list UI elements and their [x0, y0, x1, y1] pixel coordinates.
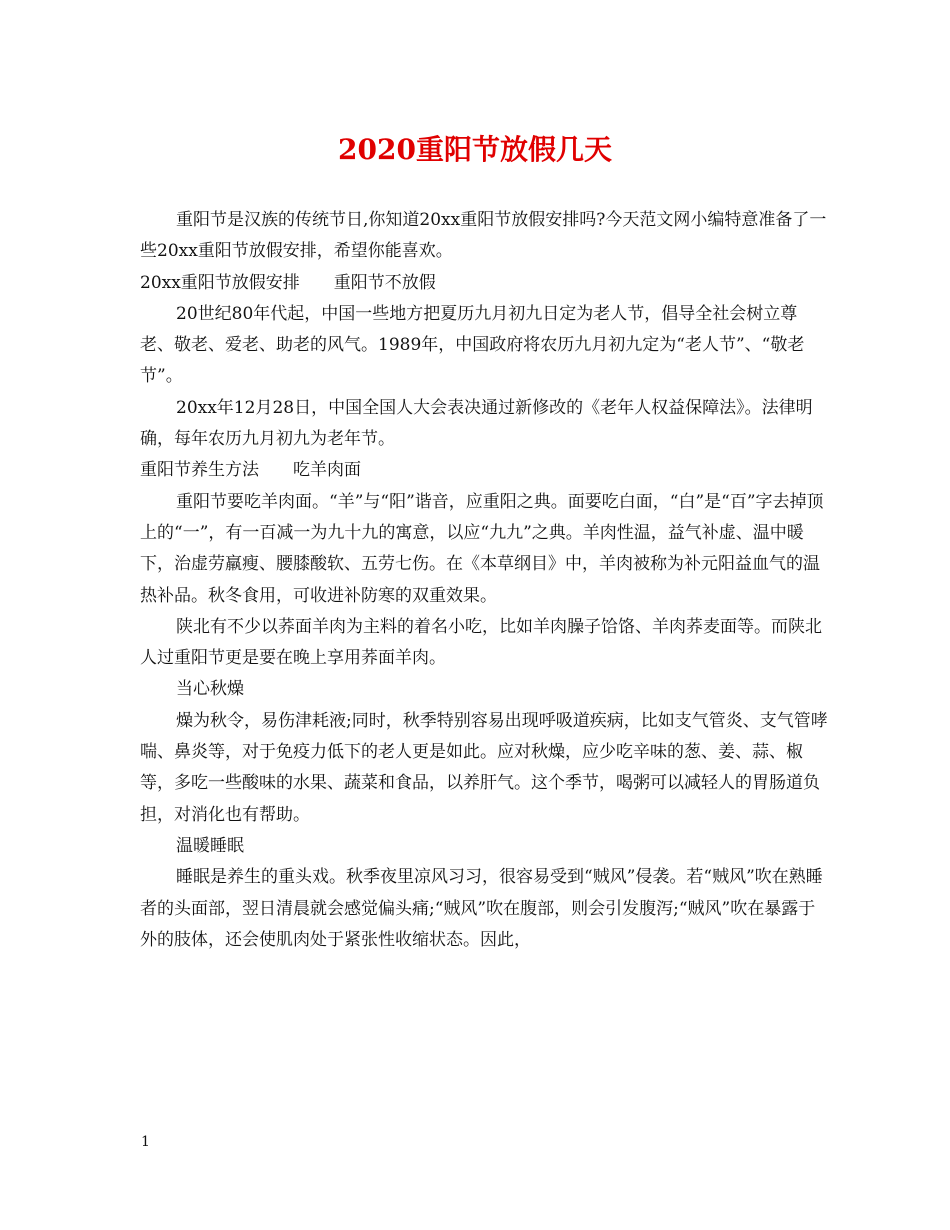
paragraph-autumn-dryness: 燥为秋令，易伤津耗液;同时，秋季特别容易出现呼吸道疾病，比如支气管炎、支气管哮喘、鼻炎等，对于免疫力低下的老人更是如此。应对秋燥，应少吃辛味的葱、姜、蒜、椒等，多吃一些酸味的水果、蔬菜和食品，以养肝气。这个季节，喝粥可以减轻人的胃肠道负担，对消化也有帮助。 — [140, 710, 828, 825]
paragraph-law: 20xx年12月28日，中国全国人大会表决通过新修改的《老年人权益保障法》。法律明确，每年农历九月初九为老年节。 — [140, 397, 813, 450]
heading-holiday-schedule: 20xx重阳节放假安排 重阳节不放假 — [140, 272, 436, 293]
heading-warm-sleep: 温暖睡眠 — [176, 835, 244, 856]
document-body — [140, 205, 830, 956]
paragraph-shaanbei: 陕北有不少以荞面羊肉为主料的着名小吃，比如羊肉臊子饸饹、羊肉荞麦面等。而陕北人过重阳节更是要在晚上享用荞面羊肉。 — [140, 616, 822, 669]
paragraph-intro: 重阳节是汉族的传统节日,你知道20xx重阳节放假安排吗?今天范文网小编特意准备了一些20xx重阳节放假安排，希望你能喜欢。 — [140, 210, 827, 262]
paragraph-warm-sleep: 睡眠是养生的重头戏。秋季夜里凉风习习，很容易受到“贼风”侵袭。若“贼风”吹在熟睡者的头面部，翌日清晨就会感觉偏头痛;“贼风”吹在腹部，则会引发腹泻;“贼风”吹在暴露于外的肢体，还会使肌肉处于紧张性收缩状态。因此， — [140, 867, 823, 950]
heading-health-methods: 重阳节养生方法 吃羊肉面 — [140, 460, 361, 481]
paragraph-mutton-noodles: 重阳节要吃羊肉面。“羊”与“阳”谐音，应重阳之典。面要吃白面，“白”是“百”字去掉顶上的“一”，有一百减一为九十九的寓意，以应“九九”之典。羊肉性温，益气补虚、温中暖下，治虚劳羸瘦、腰膝酸软、五劳七伤。在《本草纲目》中，羊肉被称为补元阳益血气的温热补品。秋冬食用，可收进补防寒的双重效果。 — [140, 491, 824, 606]
heading-autumn-dryness: 当心秋燥 — [176, 679, 244, 700]
page-title: 2020重阳节放假几天 — [338, 133, 612, 166]
page-number: 1 — [141, 1134, 150, 1150]
paragraph-history: 20世纪80年代起，中国一些地方把夏历九月初九日定为老人节，倡导全社会树立尊老、敬老、爱老、助老的风气。1989年，中国政府将农历九月初九定为“老人节”、“敬老节”。 — [140, 303, 805, 387]
